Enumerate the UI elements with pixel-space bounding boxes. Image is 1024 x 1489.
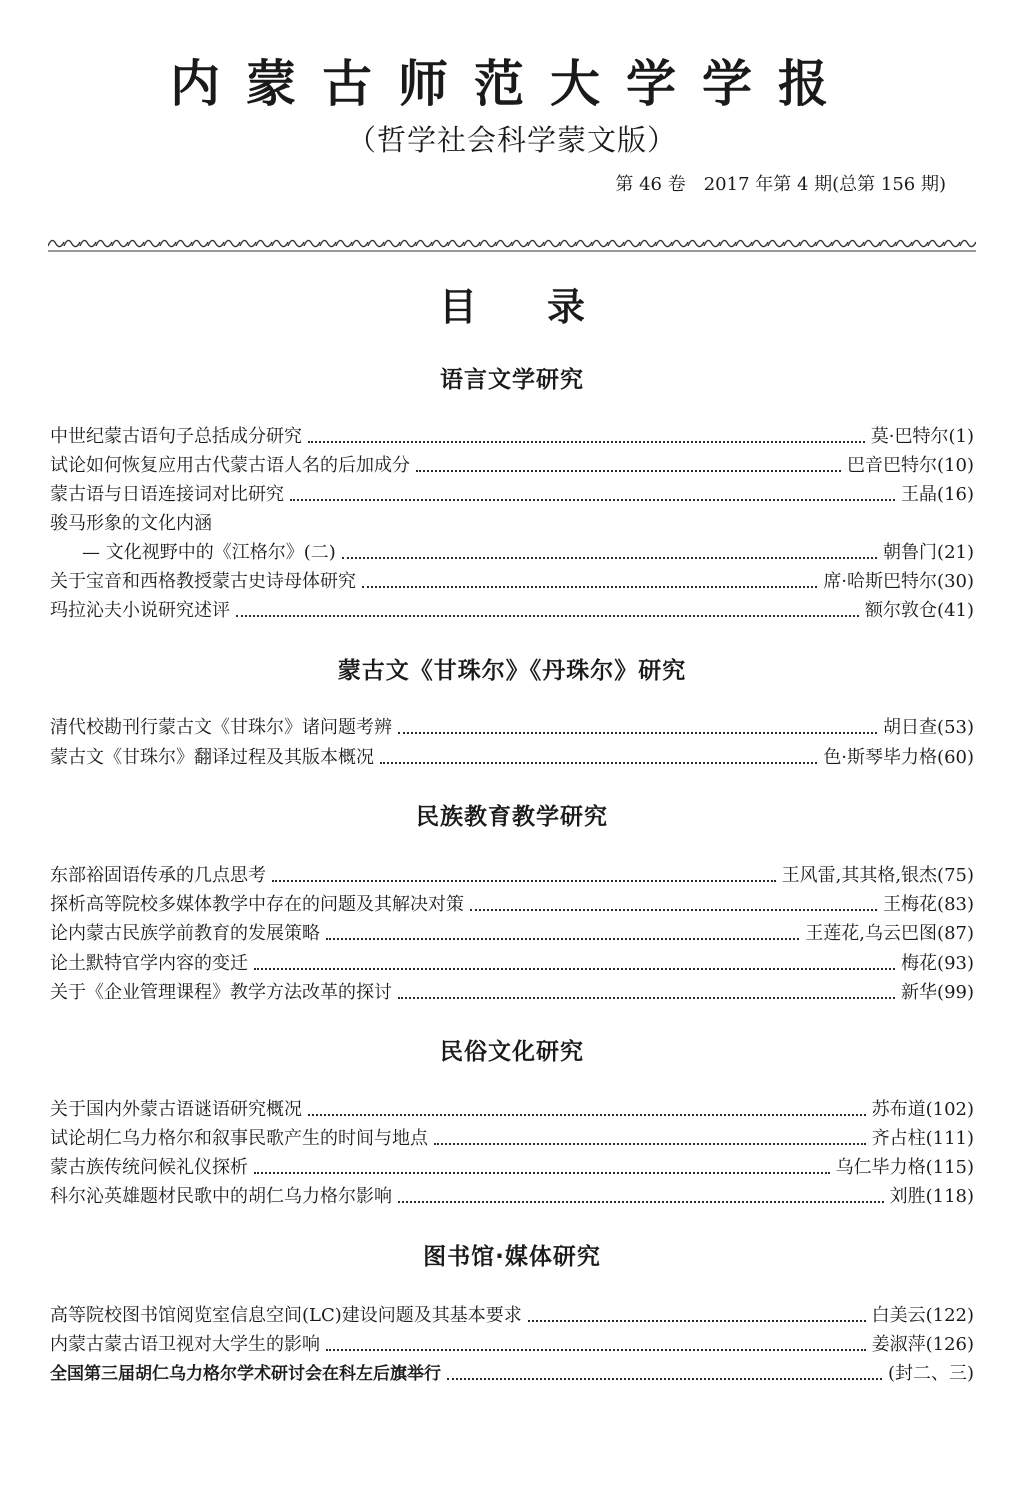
toc-entry[interactable] xyxy=(50,920,974,948)
issue-info: 第 46 卷 2017 年第 4 期(总第 156 期) xyxy=(615,174,946,195)
toc-entry[interactable] xyxy=(82,539,974,567)
toc-entry[interactable] xyxy=(50,862,974,890)
leader-dots xyxy=(326,1348,866,1351)
leader-dots xyxy=(447,1377,882,1380)
entry-title: — 文化视野中的《江格尔》(二) xyxy=(82,542,336,563)
section-title: 语言文学研究 xyxy=(440,367,584,393)
toc-entry[interactable] xyxy=(50,1302,974,1330)
entry-page: (53) xyxy=(937,717,974,738)
toc-entry[interactable] xyxy=(50,891,974,919)
entry-author: 乌仁毕力格 xyxy=(835,1157,926,1178)
entry-author: 朝鲁门 xyxy=(883,542,938,563)
toc-entry[interactable] xyxy=(50,979,974,1007)
entry-title: 东部裕固语传承的几点思考 xyxy=(50,865,266,886)
toc-entry[interactable] xyxy=(50,423,974,451)
leader-dots xyxy=(308,440,865,443)
leader-dots xyxy=(528,1319,866,1322)
leader-dots xyxy=(380,761,817,764)
leader-dots xyxy=(398,731,877,734)
toc-entry[interactable] xyxy=(50,1125,974,1153)
entry-page: (115) xyxy=(925,1157,974,1178)
leader-dots xyxy=(308,1113,866,1116)
entry-author: 齐占柱 xyxy=(871,1128,926,1149)
leader-dots xyxy=(362,585,817,588)
entry-title: 蒙古语与日语连接词对比研究 xyxy=(50,484,284,505)
entry-author: 王风雷,其其格,银杰 xyxy=(781,865,938,886)
entry-title: 中世纪蒙古语句子总括成分研究 xyxy=(50,426,302,447)
leader-dots xyxy=(290,498,895,501)
entry-title: 论土默特官学内容的变迁 xyxy=(50,953,248,974)
leader-dots xyxy=(398,1200,884,1203)
entry-title: 论内蒙古民族学前教育的发展策略 xyxy=(50,923,320,944)
toc-entry[interactable] xyxy=(50,481,974,509)
section-title: 蒙古文《甘珠尔》《丹珠尔》研究 xyxy=(337,658,687,684)
entry-page: (41) xyxy=(937,600,974,621)
entry-title: 关于宝音和西格教授蒙古史诗母体研究 xyxy=(50,571,356,592)
entry-author: 席·哈斯巴特尔 xyxy=(823,571,938,592)
journal-subtitle: （哲学社会科学蒙文版） xyxy=(346,123,677,157)
entry-author: 白美云 xyxy=(871,1305,926,1326)
entry-title: 高等院校图书馆阅览室信息空间(LC)建设问题及其基本要求 xyxy=(50,1305,522,1326)
entry-page: (30) xyxy=(937,571,974,592)
leader-dots xyxy=(272,879,776,882)
entry-page: (1) xyxy=(948,426,974,447)
toc-entry[interactable] xyxy=(50,714,974,742)
entry-title: 关于《企业管理课程》教学方法改革的探讨 xyxy=(50,982,392,1003)
entry-author: 胡日查 xyxy=(883,717,938,738)
entry-title: 玛拉沁夫小说研究述评 xyxy=(50,600,230,621)
entry-page: (87) xyxy=(937,923,974,944)
decorative-border xyxy=(48,234,976,252)
entry-author: 姜淑萍 xyxy=(871,1334,926,1355)
entry-page: (21) xyxy=(937,542,974,563)
entry-page: (封二、三) xyxy=(887,1363,974,1384)
entry-author: 莫·巴特尔 xyxy=(870,426,949,447)
journal-title: 内蒙古师范大学学报 xyxy=(170,55,854,113)
section-title: 图书馆·媒体研究 xyxy=(423,1244,601,1270)
entry-title: 探析高等院校多媒体教学中存在的问题及其解决对策 xyxy=(50,894,464,915)
entry-title: 试论如何恢复应用古代蒙古语人名的后加成分 xyxy=(50,455,410,476)
toc-entry[interactable] xyxy=(50,1331,974,1359)
entry-page: (118) xyxy=(925,1186,974,1207)
section-title: 民族教育教学研究 xyxy=(416,804,608,830)
entry-author: 刘胜 xyxy=(889,1186,926,1207)
entry-title: 科尔沁英雄题材民歌中的胡仁乌力格尔影响 xyxy=(50,1186,392,1207)
section-title: 民俗文化研究 xyxy=(440,1039,584,1065)
entry-page: (83) xyxy=(937,894,974,915)
toc-entry[interactable] xyxy=(50,510,974,538)
leader-dots xyxy=(434,1142,866,1145)
entry-author: 王莲花,乌云巴图 xyxy=(805,923,938,944)
entry-page: (102) xyxy=(925,1099,974,1120)
toc-entry[interactable] xyxy=(50,1154,974,1182)
entry-title: 蒙古族传统问候礼仪探析 xyxy=(50,1157,248,1178)
entry-title: 关于国内外蒙古语谜语研究概况 xyxy=(50,1099,302,1120)
toc-entry[interactable] xyxy=(50,744,974,772)
entry-author: 额尔敦仓 xyxy=(865,600,938,621)
toc-entry[interactable] xyxy=(50,597,974,625)
entry-author: 色·斯琴毕力格 xyxy=(823,747,938,768)
entry-title: 蒙古文《甘珠尔》翻译过程及其版本概况 xyxy=(50,747,374,768)
entry-author: 新华 xyxy=(901,982,938,1003)
ornament-wave xyxy=(48,240,976,246)
entry-page: (93) xyxy=(937,953,974,974)
entry-page: (16) xyxy=(937,484,974,505)
toc-heading: 目录 xyxy=(438,285,655,329)
entry-author: 王晶 xyxy=(901,484,938,505)
toc-entry[interactable] xyxy=(50,950,974,978)
entry-title: 全国第三届胡仁乌力格尔学术研讨会在科左后旗举行 xyxy=(50,1364,441,1384)
entry-page: (75) xyxy=(937,865,974,886)
leader-dots xyxy=(398,996,895,999)
leader-dots xyxy=(342,556,877,559)
leader-dots xyxy=(254,967,895,970)
entry-title: 试论胡仁乌力格尔和叙事民歌产生的时间与地点 xyxy=(50,1128,428,1149)
leader-dots xyxy=(236,614,859,617)
leader-dots xyxy=(470,908,877,911)
leader-dots xyxy=(416,469,841,472)
entry-author: 苏布道 xyxy=(871,1099,926,1120)
toc-entry[interactable] xyxy=(50,1183,974,1211)
entry-page: (111) xyxy=(925,1128,974,1149)
entry-title: 骏马形象的文化内涵 xyxy=(50,513,212,534)
entry-title: 清代校勘刊行蒙古文《甘珠尔》诸问题考辨 xyxy=(50,717,392,738)
entry-page: (10) xyxy=(937,455,974,476)
entry-title: 内蒙古蒙古语卫视对大学生的影响 xyxy=(50,1334,320,1355)
entry-page: (99) xyxy=(937,982,974,1003)
toc-entry[interactable] xyxy=(50,1096,974,1124)
entry-author: 巴音巴特尔 xyxy=(847,455,938,476)
toc-entry[interactable] xyxy=(50,452,974,480)
entry-author: 王梅花 xyxy=(883,894,938,915)
leader-dots xyxy=(326,937,799,940)
leader-dots xyxy=(254,1171,830,1174)
toc-entry[interactable] xyxy=(50,1360,974,1388)
entry-page: (122) xyxy=(925,1305,974,1326)
entry-page: (126) xyxy=(925,1334,974,1355)
toc-entry[interactable] xyxy=(50,568,974,596)
entry-page: (60) xyxy=(937,747,974,768)
entry-author: 梅花 xyxy=(901,953,938,974)
